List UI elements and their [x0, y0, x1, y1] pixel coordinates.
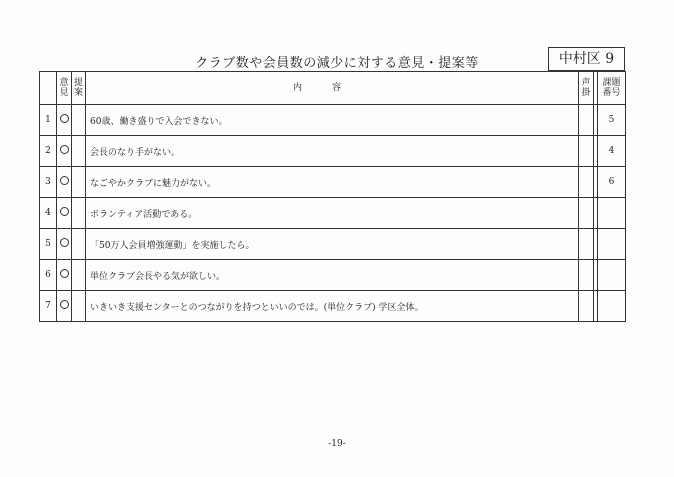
row-voice: [579, 136, 594, 167]
circle-icon: [60, 238, 69, 247]
circle-icon: [60, 207, 69, 216]
table-row: [40, 198, 626, 229]
row-content: なごやかクラブに魅力がない。: [86, 167, 579, 198]
proposal-mark: [72, 167, 86, 198]
row-issue-number: [598, 291, 626, 322]
opinion-mark: [57, 229, 72, 260]
opinion-mark: [57, 198, 72, 229]
row-number: 6: [40, 260, 57, 291]
table-row: [40, 291, 626, 322]
proposal-mark: [72, 260, 86, 291]
row-number: 5: [40, 229, 57, 260]
circle-icon: [60, 114, 69, 123]
table-header-row: [40, 72, 626, 105]
row-issue-number: [598, 198, 626, 229]
row-voice: [579, 198, 594, 229]
row-number: 7: [40, 291, 57, 322]
table-row: [40, 136, 626, 167]
circle-icon: [60, 176, 69, 185]
opinion-mark: [57, 136, 72, 167]
row-voice: [579, 260, 594, 291]
proposal-mark: [72, 291, 86, 322]
header-content: 内容: [86, 72, 579, 105]
row-issue-number: 6: [598, 167, 626, 198]
circle-icon: [60, 300, 69, 309]
row-issue-number: [598, 260, 626, 291]
header-proposal: 提案: [72, 72, 86, 105]
row-issue-number: 5: [598, 105, 626, 136]
table-row: [40, 105, 626, 136]
opinion-mark: [57, 105, 72, 136]
row-voice: [579, 229, 594, 260]
row-content: 「50万人会員増強運動」を実施したら。: [86, 229, 579, 260]
row-number: 1: [40, 105, 57, 136]
header-issue-number: 課題番号: [598, 72, 626, 105]
row-content: ボランティア活動である。: [86, 198, 579, 229]
proposal-mark: [72, 136, 86, 167]
row-number: 4: [40, 198, 57, 229]
page-title: クラブ数や会員数の減少に対する意見・提案等: [195, 56, 479, 71]
row-voice: [579, 105, 594, 136]
header-voice: 声掛: [579, 72, 594, 105]
proposal-mark: [72, 229, 86, 260]
opinion-mark: [57, 167, 72, 198]
row-content: 単位クラブ会長やる気が欲しい。: [86, 260, 579, 291]
row-number: 2: [40, 136, 57, 167]
table-row: [40, 229, 626, 260]
row-voice: [579, 167, 594, 198]
circle-icon: [60, 269, 69, 278]
opinion-mark: [57, 260, 72, 291]
row-voice: [579, 291, 594, 322]
opinion-mark: [57, 291, 72, 322]
row-content: 会長のなり手がない。: [86, 136, 579, 167]
header-number: [40, 72, 57, 105]
ward-label-box: 中村区 9: [548, 47, 625, 71]
proposal-mark: [72, 105, 86, 136]
page-number: -19-: [328, 439, 346, 449]
opinion-table: [39, 71, 626, 322]
proposal-mark: [72, 198, 86, 229]
row-issue-number: [598, 229, 626, 260]
row-content: 60歳、働き盛りで入会できない。: [86, 105, 579, 136]
row-content: いきいき支援センターとのつながりを持つといいのでは。(単位クラブ) 学区全体。: [86, 291, 579, 322]
row-issue-number: 4: [598, 136, 626, 167]
circle-icon: [60, 145, 69, 154]
table-row: [40, 260, 626, 291]
row-number: 3: [40, 167, 57, 198]
header-opinion: 意見: [57, 72, 72, 105]
table-row: [40, 167, 626, 198]
